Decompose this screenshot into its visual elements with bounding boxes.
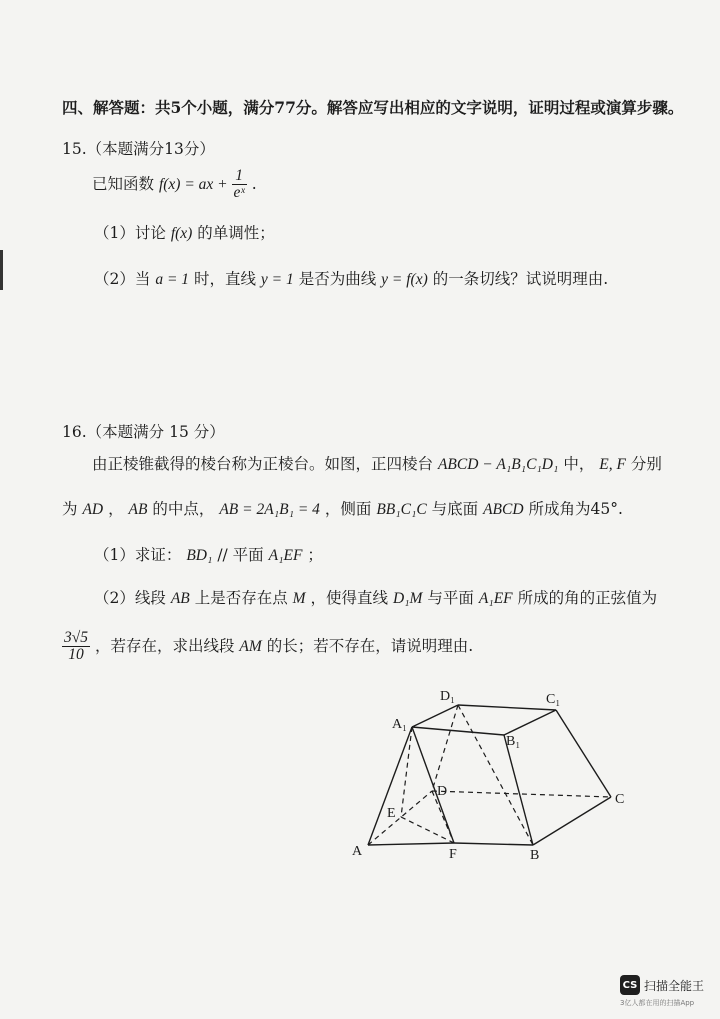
problem-16-question-1: （1）求证： BD₁ // 平面 A₁EF ； <box>94 546 323 564</box>
edge-F-B <box>454 843 533 845</box>
label-B1: B₁ <box>506 734 521 749</box>
label-C1: C₁ <box>546 692 561 707</box>
edge-A-A1 <box>368 727 412 845</box>
label-C: C <box>615 792 625 807</box>
label-D: D <box>437 784 448 799</box>
problem-15-stem: 已知函数 f(x) = ax + $\frac{1}{\text{eˣ}}$ . <box>92 167 257 202</box>
scanner-watermark <box>620 975 704 995</box>
camscanner-logo-icon: CS <box>620 975 640 995</box>
scan-edge-mark <box>0 250 3 290</box>
edge-C-C1 <box>556 710 611 797</box>
label-D1: D₁ <box>440 689 455 704</box>
problem-16-question-2-continued: $\frac{3√5}{10}$ ，若存在，求出线段 AM 的长；若不存在，请说明理由. <box>64 629 474 664</box>
problem-15-number: 15.（本题满分13分） <box>62 140 215 158</box>
problem-16-paragraph-1: 由正棱锥截得的棱台称为正棱台。如图，正四棱台 ABCD − A₁B₁C₁D₁ 中， E, F 分别 <box>92 455 662 473</box>
scanner-tagline: 3亿人都在用的扫描App <box>620 999 695 1007</box>
label-B: B <box>530 848 540 863</box>
scanner-app-name: 扫描全能王 <box>644 978 705 993</box>
label-F: F <box>449 847 457 862</box>
label-A1: A₁ <box>392 717 407 732</box>
edge-B-B1 <box>504 735 533 845</box>
fraction-1-over-ex: $\frac{1}{\text{eˣ}}$ <box>233 167 245 202</box>
frustum-figure <box>340 680 640 865</box>
function-expression: f(x) = ax + <box>158 175 232 193</box>
problem-15-question-1: （1）讨论 f(x) 的单调性； <box>94 224 275 242</box>
edge-A1-B1 <box>412 727 504 735</box>
problem-16-paragraph-2: 为 AD ， AB 的中点， AB = 2A₁B₁ = 4 ，侧面 BB₁C₁C 与底面 ABCD 所成角为45°. <box>62 500 623 518</box>
label-E: E <box>387 806 396 821</box>
label-A: A <box>352 844 363 859</box>
problem-16-number: 16.（本题满分 15 分） <box>62 423 225 441</box>
problem-15-question-2: （2）当 a = 1 时，直线 y = 1 是否为曲线 y = f(x) 的一条切线？试说明理由. <box>94 270 609 288</box>
edge-B-C <box>533 797 611 845</box>
fraction-3sqrt5-over-10: $\frac{3√5}{10}$ <box>64 629 89 664</box>
hidden-edge-D-C <box>432 791 611 797</box>
hidden-edge-D-D1 <box>432 705 458 791</box>
problem-16-question-2: （2）线段 AB 上是否存在点 M ，使得直线 D₁M 与平面 A₁EF 所成的角的正弦值为 <box>94 589 658 607</box>
section-heading: 四、解答题：共5个小题，满分77分。解答应写出相应的文字说明，证明过程或演算步骤。 <box>62 98 684 117</box>
edge-C1-D1 <box>458 705 556 710</box>
edge-D1-A1 <box>412 705 458 727</box>
edge-A-F <box>368 843 454 845</box>
edge-B1-C1 <box>504 710 556 735</box>
